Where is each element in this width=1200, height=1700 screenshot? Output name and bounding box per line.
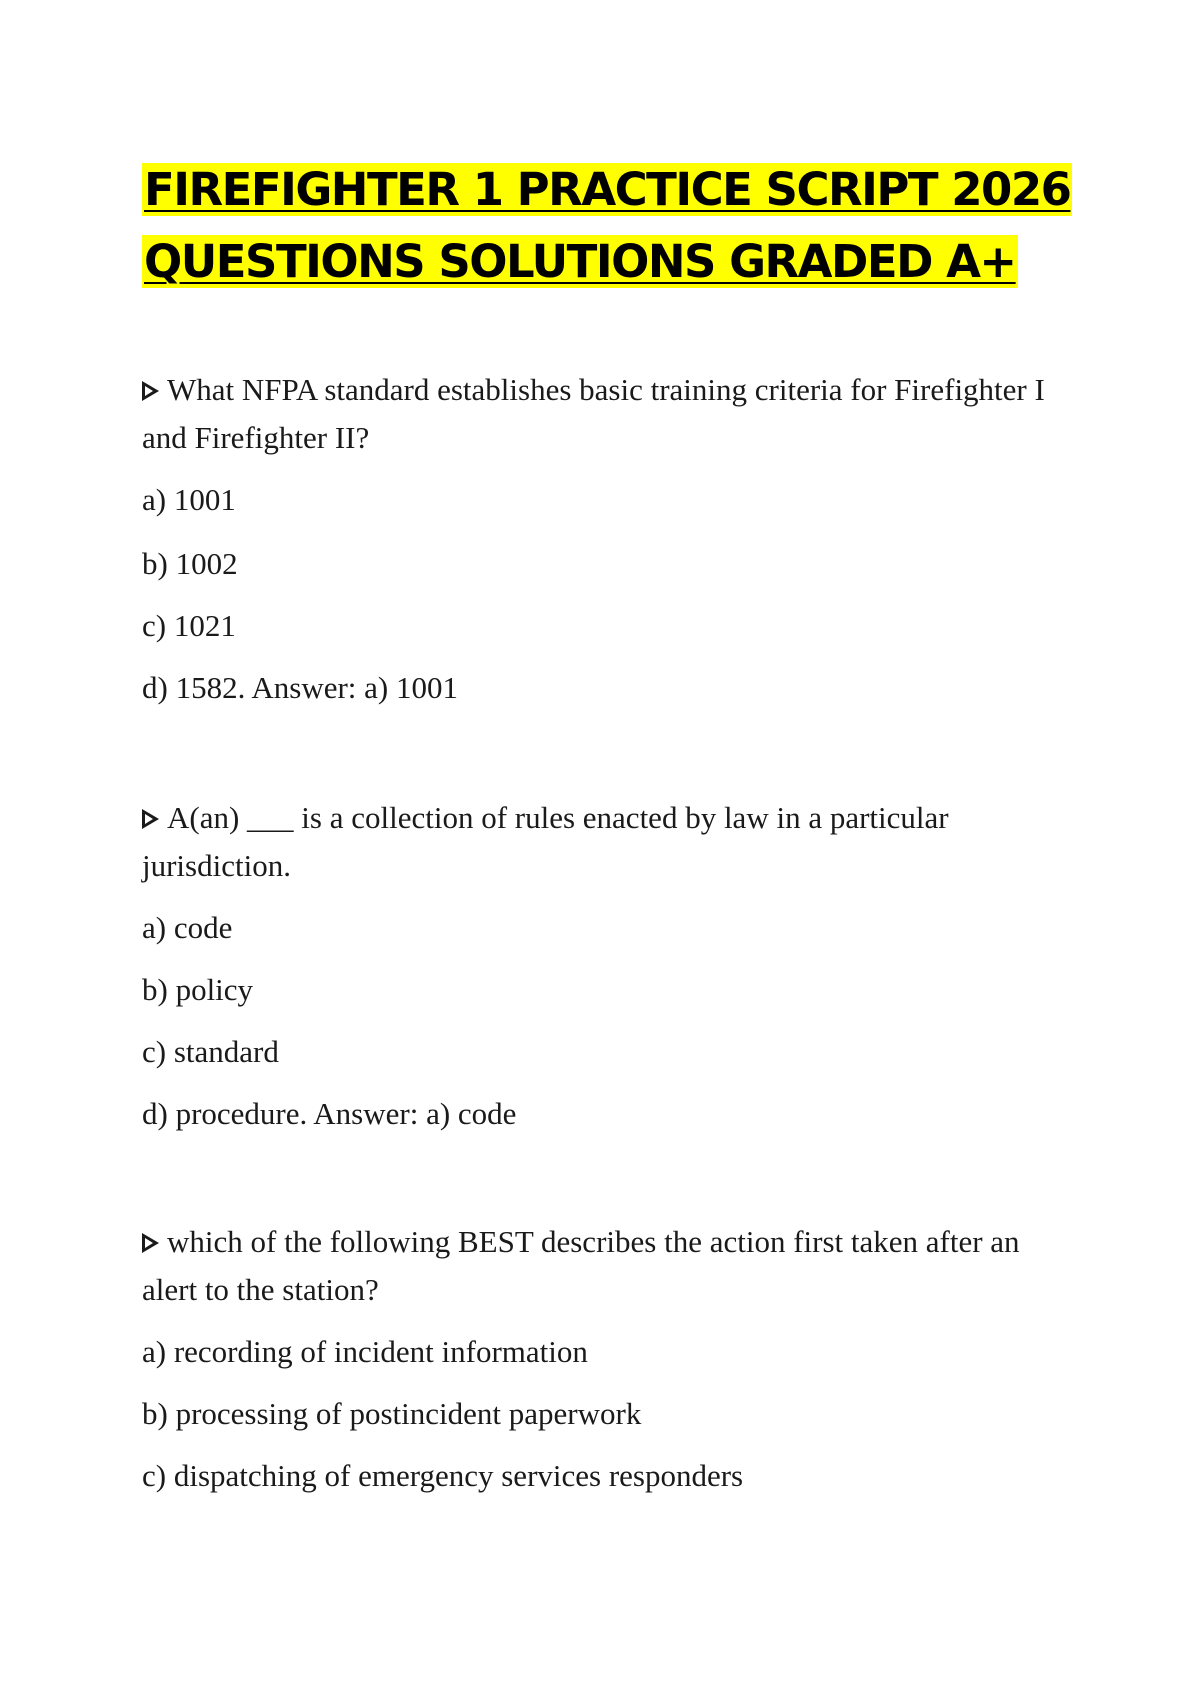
option-a: a) 1001	[142, 482, 236, 517]
option-c: c) dispatching of emergency services responders	[142, 1458, 744, 1493]
option-c: c) 1021	[142, 608, 236, 643]
question-block-3	[142, 1218, 1062, 1496]
option-c: c) standard	[142, 1034, 279, 1069]
option-b: b) policy	[142, 972, 254, 1007]
question-text-content: What NFPA standard establishes basic training criteria for Firefighter I and Firefighter II?	[142, 372, 1045, 455]
title-line-2: QUESTIONS SOLUTIONS GRADED A+	[144, 235, 1016, 288]
option-a: a) recording of incident information	[142, 1334, 588, 1369]
title-line-1: FIREFIGHTER 1 PRACTICE SCRIPT 2026	[144, 163, 1071, 216]
question-text-content: A(an) ___ is a collection of rules enacted by law in a particular jurisdiction.	[142, 800, 949, 883]
question-text	[142, 1218, 1062, 1314]
question-text-content: which of the following BEST describes the action first taken after an alert to the station?	[142, 1224, 1020, 1307]
option-b: b) 1002	[142, 546, 238, 581]
option-d-answer: d) procedure. Answer: a) code	[142, 1096, 517, 1131]
arrow-bullet-icon	[142, 381, 159, 401]
question-block-1	[142, 366, 1062, 708]
option-d-answer: d) 1582. Answer: a) 1001	[142, 670, 458, 705]
option-b: b) processing of postincident paperwork	[142, 1396, 642, 1431]
option-a: a) code	[142, 910, 233, 945]
question-text	[142, 366, 1062, 462]
question-block-2	[142, 794, 1062, 1134]
arrow-bullet-icon	[142, 809, 159, 829]
document-title	[142, 154, 1102, 298]
question-text	[142, 794, 1062, 890]
arrow-bullet-icon	[142, 1233, 159, 1253]
